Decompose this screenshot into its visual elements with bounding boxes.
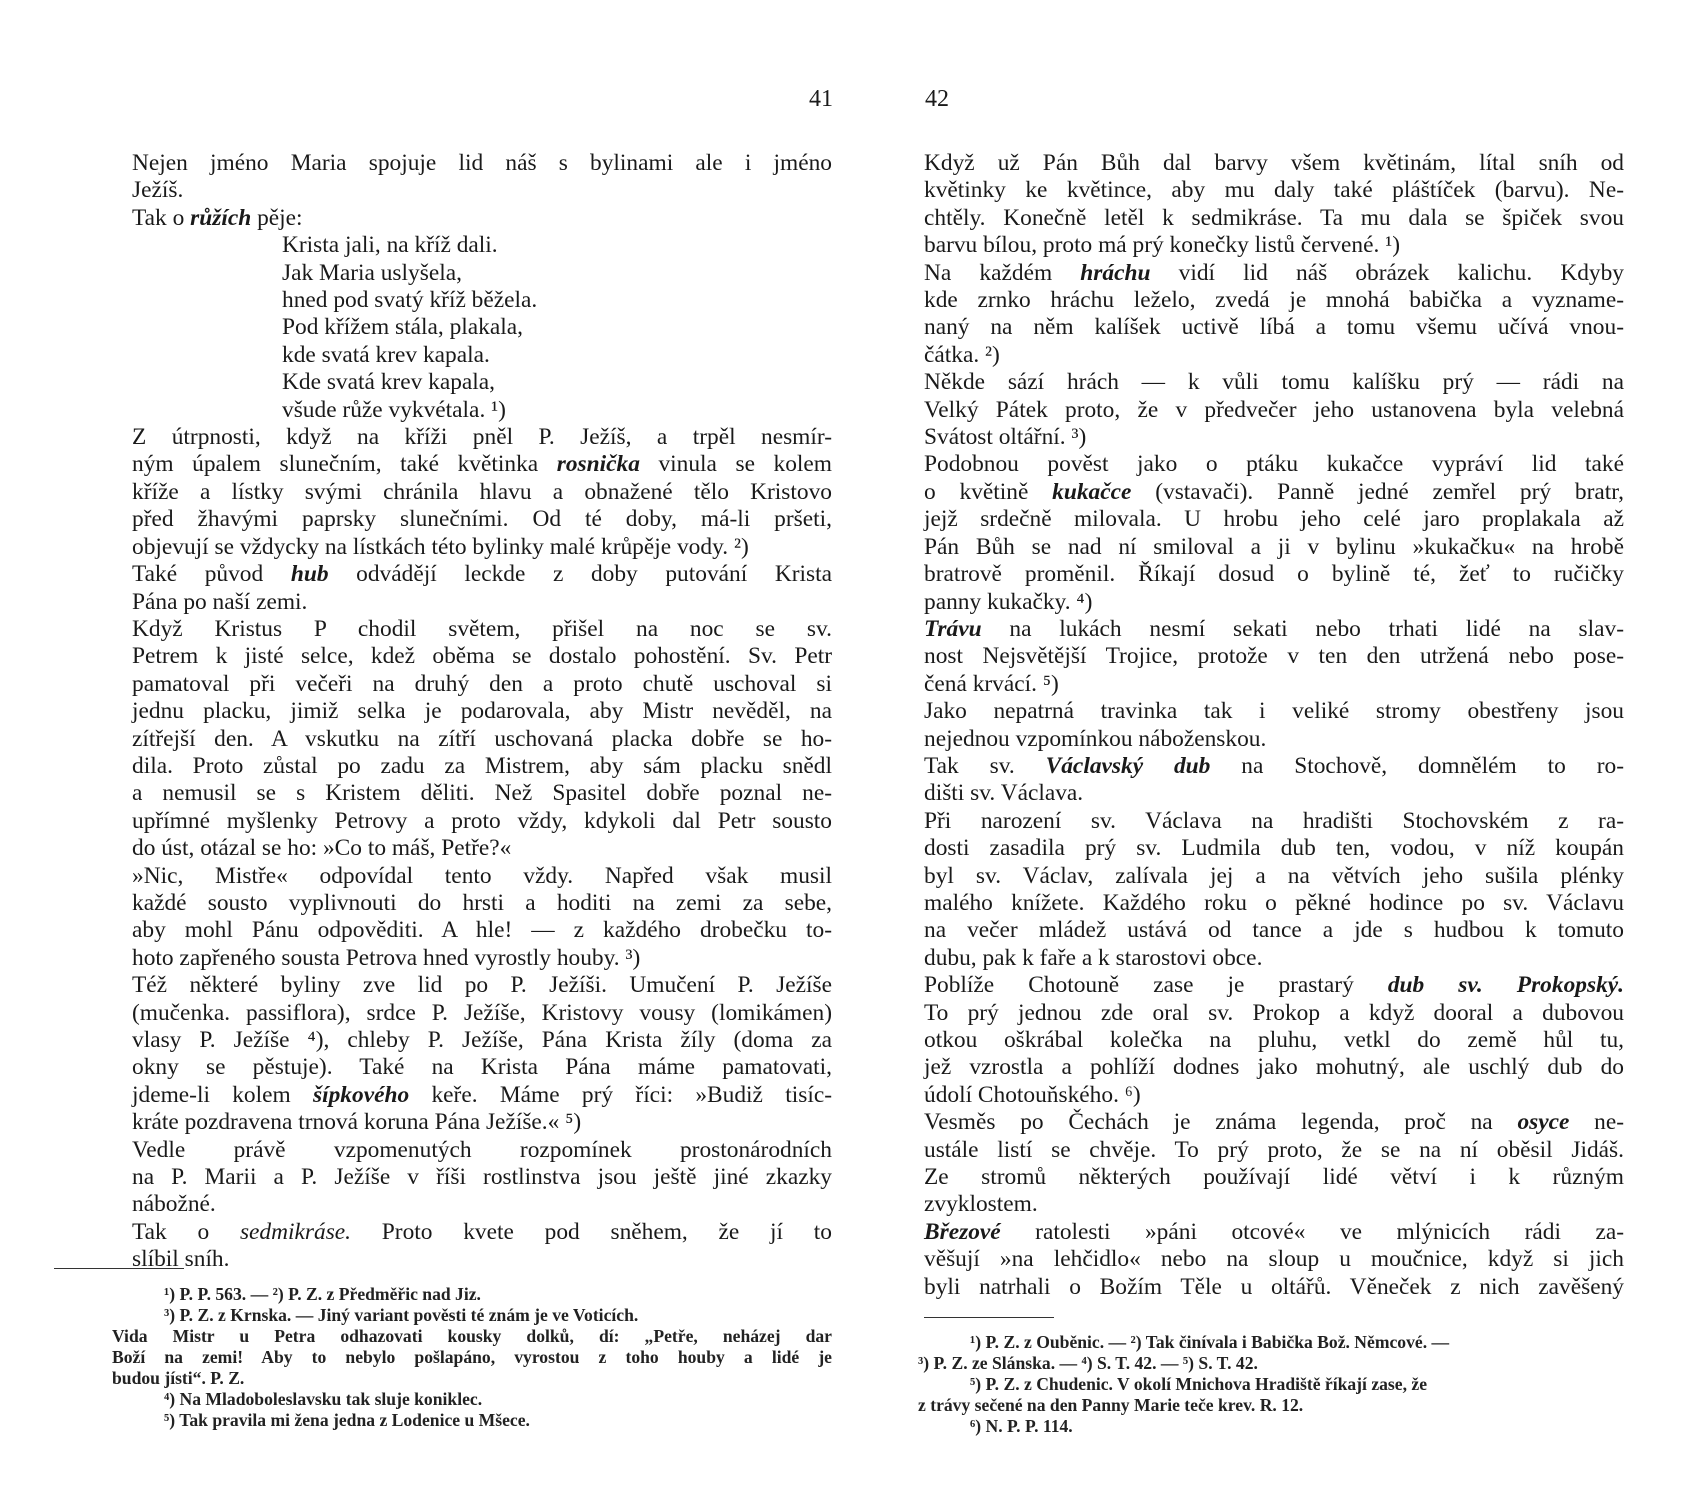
text-line	[924, 1219, 1624, 1246]
text-line: chtěly. Konečně letěl k sedmikráse. Ta mu dala se špiček svou	[924, 204, 1624, 231]
page-number: 41	[809, 86, 833, 112]
text-run: na Stochově, domnělém to ro-	[1210, 752, 1624, 779]
footnote-line: ⁴) Na Mladoboleslavsku tak sluje koniklec.	[164, 1389, 483, 1409]
footnote-line: Boží na zemi! Aby to nebylo pošlapáno, vyrostou z toho houby a lidé je	[112, 1347, 832, 1367]
emphasis-text: Trávu	[924, 615, 982, 642]
text-line: Podobnou pověst jako o ptáku kukačce vypráví lid také	[924, 451, 1624, 478]
verse-line: Krista jali, na kříž dali.	[282, 232, 498, 259]
emphasis-text: hráchu	[1080, 259, 1151, 286]
text-line	[924, 972, 1624, 999]
text-line: věšují »na lehčidlo« nebo na sloup u moučnice, když si jich	[924, 1246, 1624, 1273]
verse-line: Kde svatá krev kapala,	[282, 369, 496, 396]
text-line	[924, 616, 1624, 643]
footnote-line: Vida Mistr u Petra odhazovati kousky dolků, dí: „Petře, neházej dar	[112, 1326, 832, 1346]
text-run: Poblíže Chotouně zase je prastarý	[924, 972, 1388, 999]
page-number: 42	[925, 86, 949, 112]
text-run: ratolesti »páni otcové« ve mlýnicích rádi za-	[1000, 1218, 1624, 1245]
text-line: (mučenka. passiflora), srdce P. Ježíše, Kristovy vousy (lomikámen)	[132, 999, 832, 1026]
footnote-line: ³) P. Z. z Krnska. — Jiný variant pověsti té znám je ve Voticích.	[164, 1305, 639, 1325]
text-line	[924, 479, 1624, 506]
emphasis-text: sedmikráse.	[239, 1218, 352, 1245]
footnote-line: budou jísti“. P. Z.	[112, 1368, 245, 1388]
text-run: Na každém	[924, 259, 1081, 286]
footnotes	[112, 1284, 832, 1431]
left-page	[112, 0, 833, 1500]
text-line	[132, 205, 832, 232]
footnotes	[918, 1332, 1624, 1437]
text-line: naný na něm kalíšek uctivě líbá a tomu všemu učívá vnou-	[924, 314, 1624, 341]
text-line: Též některé byliny zve lid po P. Ježíši. Umučení P. Ježíše	[132, 972, 832, 999]
right-page	[918, 0, 1624, 1500]
text-line: na P. Marii a P. Ježíše v říši rostlinstva jsou ještě jiné zkazky	[132, 1164, 832, 1191]
footnote-line: ¹) P. P. 563. — ²) P. Z. z Předměřic nad Jiz.	[164, 1284, 481, 1304]
text-line: nejednou vzpomínkou náboženskou.	[924, 725, 1267, 752]
text-line: zítřejší den. A vskutku na zítří uschovaná placka dobře se ho-	[132, 725, 832, 752]
emphasis-text: Březové	[924, 1218, 1001, 1245]
text-run: ným úpalem slunečním, také květinka	[132, 451, 557, 478]
verse-block	[132, 232, 832, 424]
text-line: byli natrhali o Božím Těle u oltářů. Věneček z nich zavěšený	[924, 1273, 1624, 1300]
text-line: čátka. ²)	[924, 341, 1000, 368]
text-line: vlasy P. Ježíše ⁴), chleby P. Ježíše, Pána Krista žíly (doma za	[132, 1027, 832, 1053]
text-line: jejž srdečně milovala. U hrobu jeho celé jaro proplakala až	[924, 506, 1624, 533]
footnote-line: ⁵) Tak pravila mi žena jedna z Lodenice u Mšece.	[164, 1410, 530, 1430]
emphasis-text: rosnička	[556, 451, 640, 478]
text-line: Ze stromů některých používají lidé větví i k různým	[924, 1164, 1624, 1191]
text-line: ustále listí se chvěje. To prý proto, že se na ní oběsil Jidáš.	[924, 1136, 1624, 1163]
emphasis-text: dub sv. Prokopský.	[1387, 972, 1624, 999]
footnote-line: ⁶) N. P. P. 114.	[970, 1416, 1073, 1436]
verse-line: Jak Maria uslyšela,	[282, 259, 462, 286]
text-line: pamatoval při večeři na druhý den a proto chutě uschoval si	[132, 670, 832, 697]
text-line: dišti sv. Václava.	[924, 780, 1084, 807]
emphasis-text: Václavský dub	[1045, 752, 1211, 779]
text-line: byl sv. Václav, zalívala jej a na větvích jeho sušila plénky	[924, 862, 1624, 889]
text-run: vidí lid náš obrázek kalichu. Kdyby	[1150, 259, 1624, 286]
text-line: dila. Proto zůstal po zadu za Mistrem, aby sám placku snědl	[132, 752, 832, 779]
text-run: (vstavači). Panně jedné zemřel prý bratr,	[1131, 478, 1624, 505]
text-run: keře. Máme prý říci: »Budiž tisíc-	[409, 1081, 833, 1108]
text-line: barvu bílou, proto má prý konečky listů červené. ¹)	[924, 232, 1400, 259]
text-line: a nemusil se s Kristem děliti. Než Spasitel dobře poznal ne-	[132, 780, 832, 807]
text-line: bratrově proměnil. Říkají dosud o bylině té, žeť to ručičky	[924, 561, 1624, 588]
text-line: do úst, otázal se ho: »Co to máš, Petře?«	[132, 835, 512, 862]
footnote-line: ¹) P. Z. z Ouběnic. — ²) Tak činívala i Babička Bož. Němcové. —	[970, 1332, 1450, 1352]
text-line: čená krvácí. ⁵)	[924, 670, 1059, 697]
text-run: na lukách nesmí sekati nebo trhati lidé na slav-	[981, 615, 1624, 642]
text-line: kráte pozdravena trnová koruna Pána Ježíše.« ⁵)	[132, 1109, 582, 1136]
text-line: objevují se vždycky na lístkách této bylinky malé krůpěje vody. ²)	[132, 533, 749, 560]
text-line: panny kukačky. ⁴)	[924, 588, 1093, 615]
text-line: Pán Bůh se nad ní smiloval a ji v bylinu »kukačku« na hrobě	[924, 533, 1624, 560]
text-run: o květině	[924, 478, 1053, 505]
text-line: »Nic, Mistře« odpovídal tento vždy. Napřed však musil	[132, 862, 832, 889]
emphasis-text: růžích	[190, 204, 252, 231]
text-line: Někde sází hrách — k vůli tomu kalíšku prý — rádi na	[924, 369, 1624, 396]
emphasis-text: kukačce	[1052, 478, 1132, 505]
text-line: otkou oškrábal kolečka na pluhu, vetkl do země hůl tu,	[924, 1027, 1624, 1053]
text-line: Při narození sv. Václava na hradišti Stochovském z ra-	[924, 807, 1624, 834]
text-line: To prý jednou zde oral sv. Prokop a když dooral a dubovou	[924, 999, 1624, 1026]
text-line: Pána po naší zemi.	[132, 588, 308, 615]
footnote-rule	[924, 1317, 1054, 1318]
emphasis-text: osyce	[1517, 1109, 1570, 1136]
text-line: kříže a lístky svými chránila hlavu a obnažené tělo Kristovo	[132, 478, 832, 505]
text-line: hoto zapřeného sousta Petrova hned vyrostly houby. ³)	[132, 944, 641, 971]
text-line	[132, 1219, 832, 1246]
text-line: dosti zasadila prý sv. Ludmila dub ten, vodou, v níž koupán	[924, 835, 1624, 862]
text-run: odvádějí leckde z doby putování Krista	[328, 561, 832, 588]
text-line: nost Nejsvětější Trojice, protože v ten den utržená nebo pose-	[924, 643, 1624, 670]
text-line: Když už Pán Bůh dal barvy všem květinám, lítal sníh od	[924, 150, 1624, 176]
text-line: Ježíš.	[132, 177, 184, 204]
page-body	[132, 150, 832, 1274]
text-run: Tak o	[132, 204, 191, 231]
footnote-line: ⁵) P. Z. z Chudenic. V okolí Mnichova Hradiště říkají zase, že	[970, 1374, 1428, 1394]
text-line: na večer mládež ustává od tance a jde s hudbou k tomuto	[924, 917, 1624, 944]
page-body	[924, 150, 1624, 1301]
text-line: nábožné.	[132, 1191, 216, 1218]
text-run: jdeme-li kolem	[132, 1081, 314, 1108]
text-line: Když Kristus P chodil světem, přišel na noc se sv.	[132, 615, 832, 642]
verse-line: hned pod svatý kříž běžela.	[282, 287, 538, 314]
text-line: kde zrnko hráchu leželo, zvedá je mnohá babička a vyzname-	[924, 287, 1624, 314]
text-line: Vedle právě vzpomenutých rozpomínek prostonárodních	[132, 1136, 832, 1163]
text-line: aby mohl Pánu odpověditi. A hle! — z každého drobečku to-	[132, 917, 832, 944]
verse-line: všude růže vykvétala. ¹)	[282, 396, 506, 423]
text-line	[132, 1082, 832, 1109]
text-line	[924, 753, 1624, 780]
text-line: Petrem k jisté selce, kdež oběma se dostalo pohostění. Sv. Petr	[132, 643, 832, 670]
text-line: údolí Chotouňského. ⁶)	[924, 1081, 1141, 1108]
text-line: Z útrpnosti, když na kříži pněl P. Ježíš, a trpěl nesmír-	[132, 424, 832, 451]
text-line: každé sousto vyplivnouti do hrsti a hoditi na zemi za sebe,	[132, 889, 832, 916]
emphasis-text: šípkového	[313, 1081, 410, 1108]
text-run: Tak sv.	[924, 752, 1046, 779]
text-line: před žhavými paprsky slunečními. Od té doby, má-li pršeti,	[132, 506, 832, 533]
text-run: Tak o	[132, 1218, 240, 1245]
verse-line: Pod křížem stála, plakala,	[282, 314, 523, 341]
emphasis-text: hub	[290, 561, 329, 588]
text-line: jež vzrostla a pohlíží dodnes jako mohutný, ale uschlý dub do	[924, 1054, 1624, 1081]
text-line	[924, 1109, 1624, 1136]
verse-line: kde svatá krev kapala.	[282, 341, 490, 368]
text-run: pěje:	[251, 204, 303, 231]
text-line: Nejen jméno Maria spojuje lid náš s bylinami ale i jméno	[132, 150, 832, 176]
text-run: ne-	[1569, 1109, 1624, 1136]
footnote-line: ³) P. Z. ze Slánska. — ⁴) S. T. 42. — ⁵) S. T. 42.	[918, 1353, 1258, 1373]
text-run: Proto kvete pod sněhem, že jí to	[351, 1218, 832, 1245]
footnote-rule	[54, 1268, 184, 1269]
text-line	[132, 561, 832, 588]
text-line: Jako nepatrná travinka tak i veliké stromy obestřeny jsou	[924, 698, 1624, 725]
text-line: jednu placku, jimiž selka je podarovala, aby Mistr nevěděl, na	[132, 698, 832, 725]
text-run: vinula se kolem	[639, 451, 832, 478]
text-line: dubu, pak k faře a k starostovi obce.	[924, 944, 1263, 971]
text-line: květinky ke květince, aby mu daly také pláštíček (barvu). Ne-	[924, 177, 1624, 204]
footnote-line: z trávy sečené na den Panny Marie teče krev. R. 12.	[918, 1395, 1304, 1415]
text-line	[924, 260, 1624, 287]
text-run: Také původ	[132, 561, 291, 588]
text-line: Velký Pátek proto, že v předvečer jeho ustanovena byla velebná	[924, 396, 1624, 423]
text-line: malého knížete. Každého roku o pěkné hodince po sv. Václavu	[924, 889, 1624, 916]
text-line	[132, 451, 832, 478]
text-line: okny se pěstuje). Také na Krista Pána máme pamatovati,	[132, 1054, 832, 1081]
text-line: Svátost oltářní. ³)	[924, 424, 1087, 451]
text-line: slíbil sníh.	[132, 1246, 230, 1273]
text-line: zvyklostem.	[924, 1191, 1038, 1218]
text-run: Vesměs po Čechách je známa legenda, proč na	[924, 1109, 1518, 1136]
text-line: upřímné myšlenky Petrovy a proto vždy, kdykoli dal Petr sousto	[132, 807, 832, 834]
